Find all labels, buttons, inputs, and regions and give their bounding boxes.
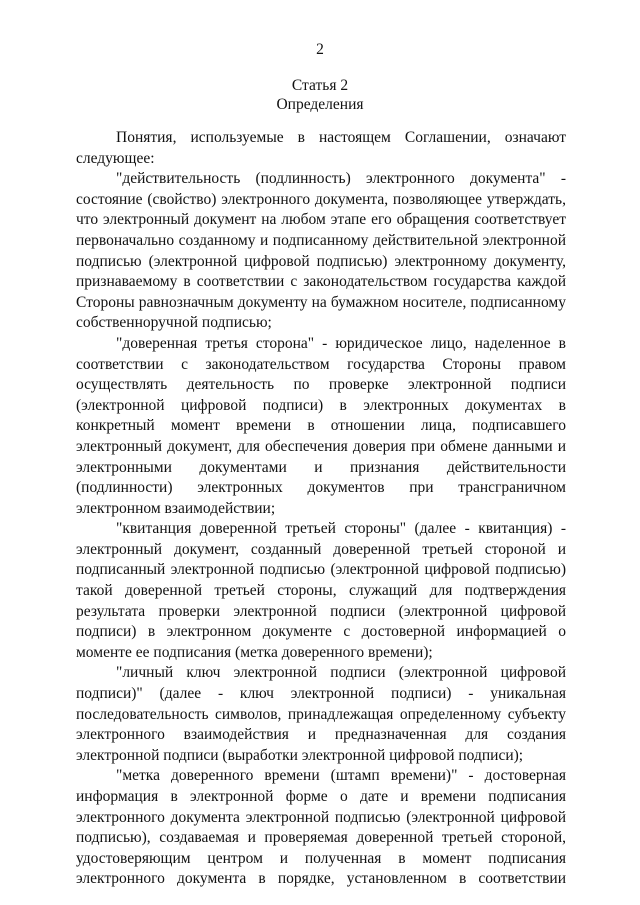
paragraph-definition-receipt: "квитанция доверенной третьей стороны" (далее - квитанция) - электронный документ, созданный доверенной третьей стороной и подписанный электронной подписью (электронной цифровой подписью) такой доверенной третьей стороны, служащий для подтверждения результата проверки электронной подписи (электронной цифровой подписи) в электронном документе с достоверной информацией о моменте ее подписания (метка доверенного времени); [76,520,566,661]
article-subtitle: Определения [276,96,364,113]
paragraph-intro: Понятия, используемые в настоящем Соглашении, означают следующее: [76,129,566,167]
paragraph-definition-signature-key: "личный ключ электронной подписи (электронной цифровой подписи)" (далее - ключ электронной подписи) - уникальная последовательность символов, принадлежащая определенному субъекту электронного взаимодействия и предназначенная для создания электронной подписи (выработки электронной цифровой подписи); [76,664,566,764]
paragraph-definition-authenticity: "действительность (подлинность) электронного документа" - состояние (свойство) электронного документа, позволяющее утверждать, что электронный документ на любом этапе его обращения соответствует первоначально созданному и подписанному действительной электронной подписью (электронной цифровой подписью) электронному документу, признаваемому в соответствии с законодательством государства каждой Стороны равнозначным документу на бумажном носителе, подписанному собственноручной подписью; [76,170,566,332]
paragraph-definition-timestamp: "метка доверенного времени (штамп времени)" - достоверная информация в электронной форме о дате и времени подписания электронного документа электронной подписью (электронной цифровой подписью), создаваемая и проверяемая доверенной третьей стороной, удостоверяющим центром и полученная в момент подписания электронного документа в порядке, установленном в соответствии [76,767,566,888]
article-body [76,128,566,890]
page-number: 2 [316,41,324,58]
paragraph-definition-trusted-third-party: "доверенная третья сторона" - юридическое лицо, наделенное в соответствии с законодательством государства Стороны правом осуществлять деятельность по проверке электронной подписи (электронной цифровой подписи) в электронных документах в конкретный момент времени в отношении лица, подписавшего электронный документ, для обеспечения доверия при обмене данными и электронными документами и признания действительности (подлинности) электронных документов при трансграничном электронном взаимодействии; [76,334,566,517]
article-title: Статья 2 [291,77,349,94]
